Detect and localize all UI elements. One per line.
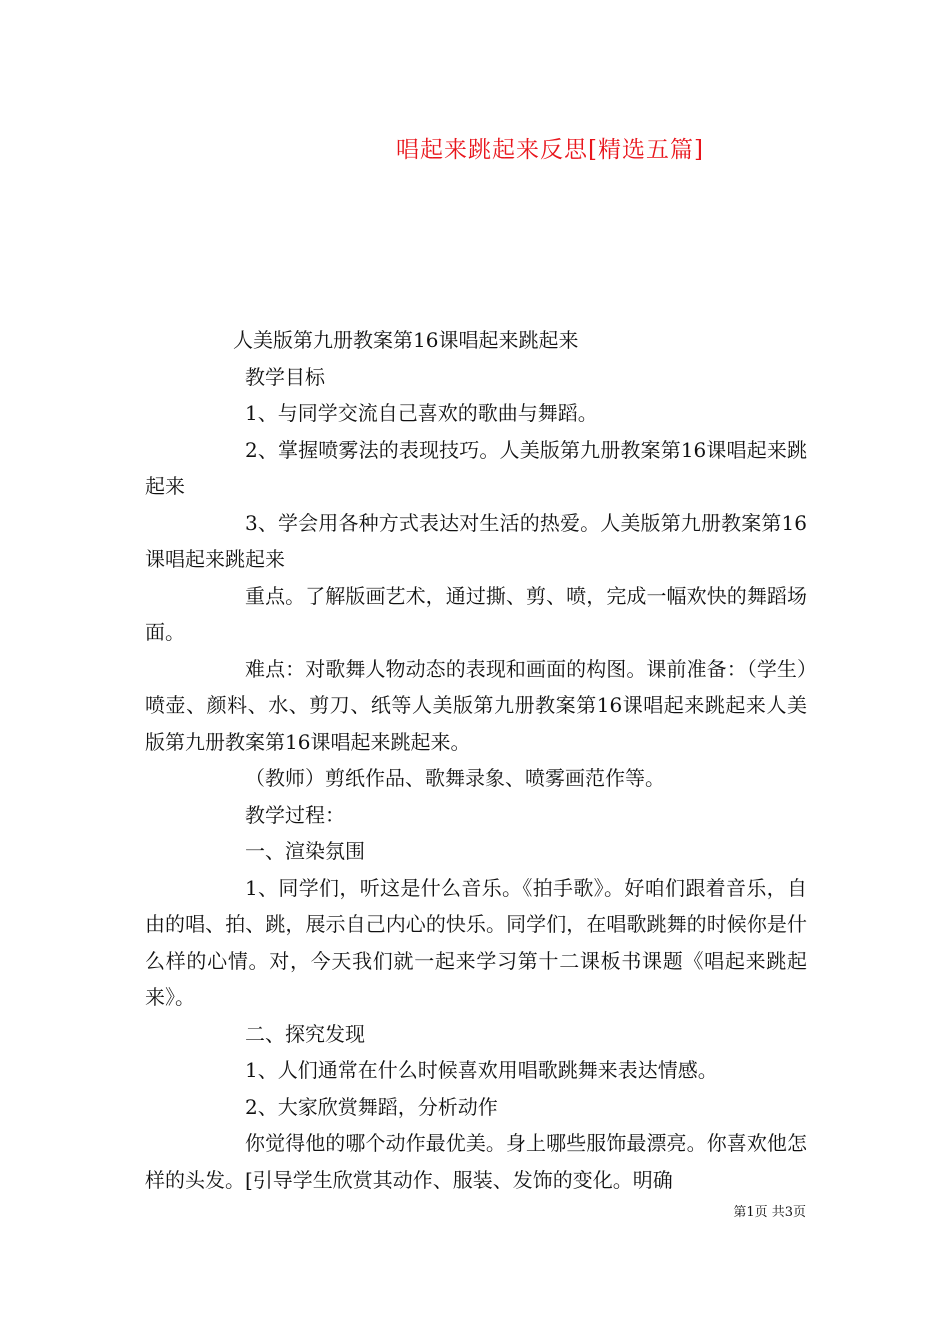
paragraph-teaching-process: 教学过程： [245, 802, 345, 827]
page-number-footer: 第1页 共3页 [733, 1205, 806, 1220]
paragraph-teaching-goals: 教学目标 [245, 364, 325, 389]
paragraph-goal-1: 1、与同学交流自己喜欢的歌曲与舞蹈。 [245, 401, 598, 425]
paragraph-teacher-prep: （教师）剪纸作品、歌舞录象、喷雾画范作等。 [245, 766, 665, 790]
paragraph-goal-2: 2、掌握喷雾法的表现技巧。人美版第九册教案第16课唱起来跳起来 [145, 437, 807, 498]
paragraph-section-1-item-1: 1、同学们，听这是什么音乐。《拍手歌》。好咱们跟着音乐，自由的唱、拍、跳，展示自己内心的快乐。同学们，在唱歌跳舞的时候你是什么样的心情。对，今天我们就一起来学习第十二课板书课题《唱起来跳起来》。 [145, 875, 807, 1009]
document-title: 唱起来跳起来反思[精选五篇] [396, 137, 704, 163]
paragraph-difficulty: 难点：对歌舞人物动态的表现和画面的构图。课前准备：（学生）喷壶、颜料、水、剪刀、纸等人美版第九册教案第16课唱起来跳起来人美版第九册教案第16课唱起来跳起来。 [145, 656, 807, 754]
paragraph-key-point: 重点。了解版画艺术，通过撕、剪、喷，完成一幅欢快的舞蹈场面。 [145, 583, 807, 644]
paragraph-section-1: 一、渲染氛围 [245, 839, 365, 863]
paragraph-section-2-item-2: 2、大家欣赏舞蹈，分析动作 [245, 1094, 498, 1119]
paragraph-section-2-item-1: 1、人们通常在什么时候喜欢用唱歌跳舞来表达情感。 [245, 1058, 718, 1082]
document-body [145, 322, 807, 1198]
paragraph-section-2-discussion: 你觉得他的哪个动作最优美。身上哪些服饰最漂亮。你喜欢他怎样的头发。[引导学生欣赏其动作、服装、发饰的变化。明确 [145, 1131, 807, 1192]
paragraph-goal-3: 3、学会用各种方式表达对生活的热爱。人美版第九册教案第16课唱起来跳起来 [145, 510, 807, 571]
paragraph-lesson-heading: 人美版第九册教案第16课唱起来跳起来 [233, 328, 579, 352]
paragraph-section-2: 二、探究发现 [245, 1021, 365, 1046]
